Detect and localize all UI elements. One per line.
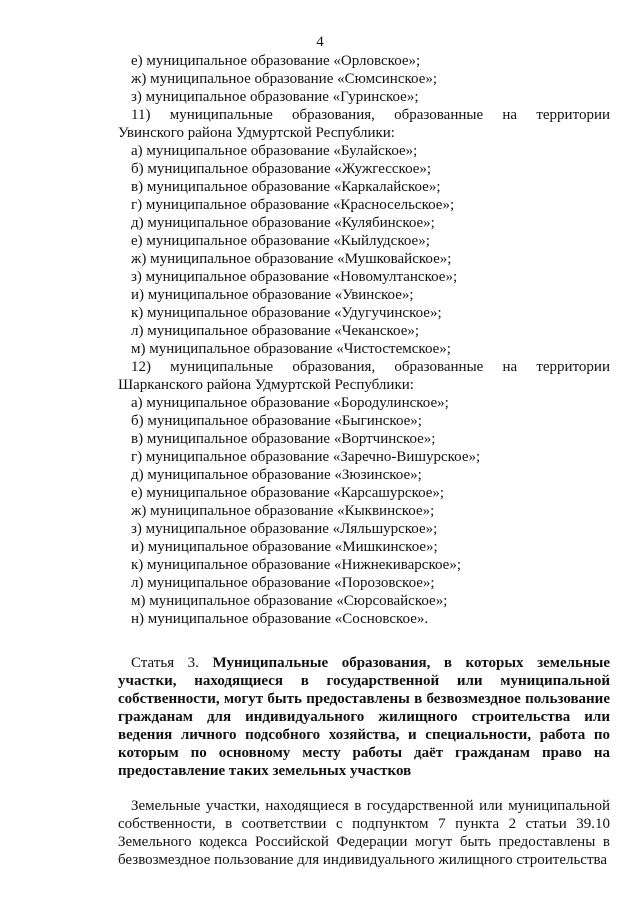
list-item: н) муниципальное образование «Сосновское». [131, 611, 429, 627]
article-3-title: Муниципальные образования, в которых земельные участки, находящиеся в государственной или муниципальной собственности, могут быть предоставлены в безвозмездное пользование гражданам для индивидуального жилищного строительства или ведения личного подсобного хозяйства, и специальности, работа по которым по основному месту работы даёт гражданам право на предоставление таких земельных участков [118, 655, 610, 779]
item-11-heading-line1: 11) муниципальные образования, образованные на территории [131, 107, 610, 123]
document-body [118, 52, 610, 869]
list-item: б) муниципальное образование «Жужгесское»; [131, 161, 432, 177]
list-item: ж) муниципальное образование «Мушковайское»; [131, 251, 452, 267]
list-item: г) муниципальное образование «Красносельское»; [131, 197, 455, 213]
list-item: д) муниципальное образование «Кулябинское»; [131, 215, 435, 231]
item-12-heading-line1: 12) муниципальные образования, образованные на территории [131, 359, 610, 375]
article-3-heading [118, 654, 610, 780]
list-item: к) муниципальное образование «Нижнекиварское»; [131, 557, 461, 573]
list-item: м) муниципальное образование «Чистостемское»; [131, 341, 451, 357]
list-item: д) муниципальное образование «Зюзинское»; [131, 467, 422, 483]
item-12-section [118, 358, 610, 628]
item-12-heading-line2: Шарканского района Удмуртской Республики: [118, 377, 414, 393]
list-item: з) муниципальное образование «Ляльшурское»; [131, 521, 438, 537]
list-item: з) муниципальное образование «Гуринское»; [131, 89, 419, 105]
list-item: а) муниципальное образование «Булайское»; [131, 143, 418, 159]
list-item: е) муниципальное образование «Карсашурское»; [131, 485, 445, 501]
article-3-label: Статья 3. [131, 655, 199, 671]
item-11-section [118, 106, 610, 358]
page-number: 4 [316, 34, 324, 50]
list-item: г) муниципальное образование «Заречно-Вишурское»; [131, 449, 481, 465]
list-item: з) муниципальное образование «Новомултанское»; [131, 269, 458, 285]
list-item: е) муниципальное образование «Кыйлудское»; [131, 233, 430, 249]
list-item: к) муниципальное образование «Удугучинское»; [131, 305, 442, 321]
list-item: а) муниципальное образование «Бородулинское»; [131, 395, 449, 411]
list-item: в) муниципальное образование «Каркалайское»; [131, 179, 441, 195]
list-item: и) муниципальное образование «Увинское»; [131, 287, 414, 303]
list-item: ж) муниципальное образование «Сюмсинское»; [131, 71, 438, 87]
article-3-paragraph: Земельные участки, находящиеся в государственной или муниципальной собственности, в соответствии с подпунктом 7 пункта 2 статьи 39.10 Земельного кодекса Российской Федерации могут быть предоставлены в безвозмездное пользование для индивидуального жилищного строительства [118, 798, 610, 868]
list-10-tail [118, 52, 610, 106]
list-item: б) муниципальное образование «Быгинское»; [131, 413, 422, 429]
list-item: л) муниципальное образование «Порозовское»; [131, 575, 435, 591]
list-item: в) муниципальное образование «Вортчинское»; [131, 431, 436, 447]
list-item: и) муниципальное образование «Мишкинское»; [131, 539, 438, 555]
list-item: л) муниципальное образование «Чеканское»; [131, 323, 420, 339]
item-11-heading [118, 106, 610, 124]
list-item: е) муниципальное образование «Орловское»; [131, 53, 421, 69]
list-item: ж) муниципальное образование «Кыквинское»; [131, 503, 435, 519]
item-11-heading-line2: Увинского района Удмуртской Республики: [118, 125, 395, 141]
list-item: м) муниципальное образование «Сюрсовайское»; [131, 593, 448, 609]
item-12-heading [118, 358, 610, 376]
